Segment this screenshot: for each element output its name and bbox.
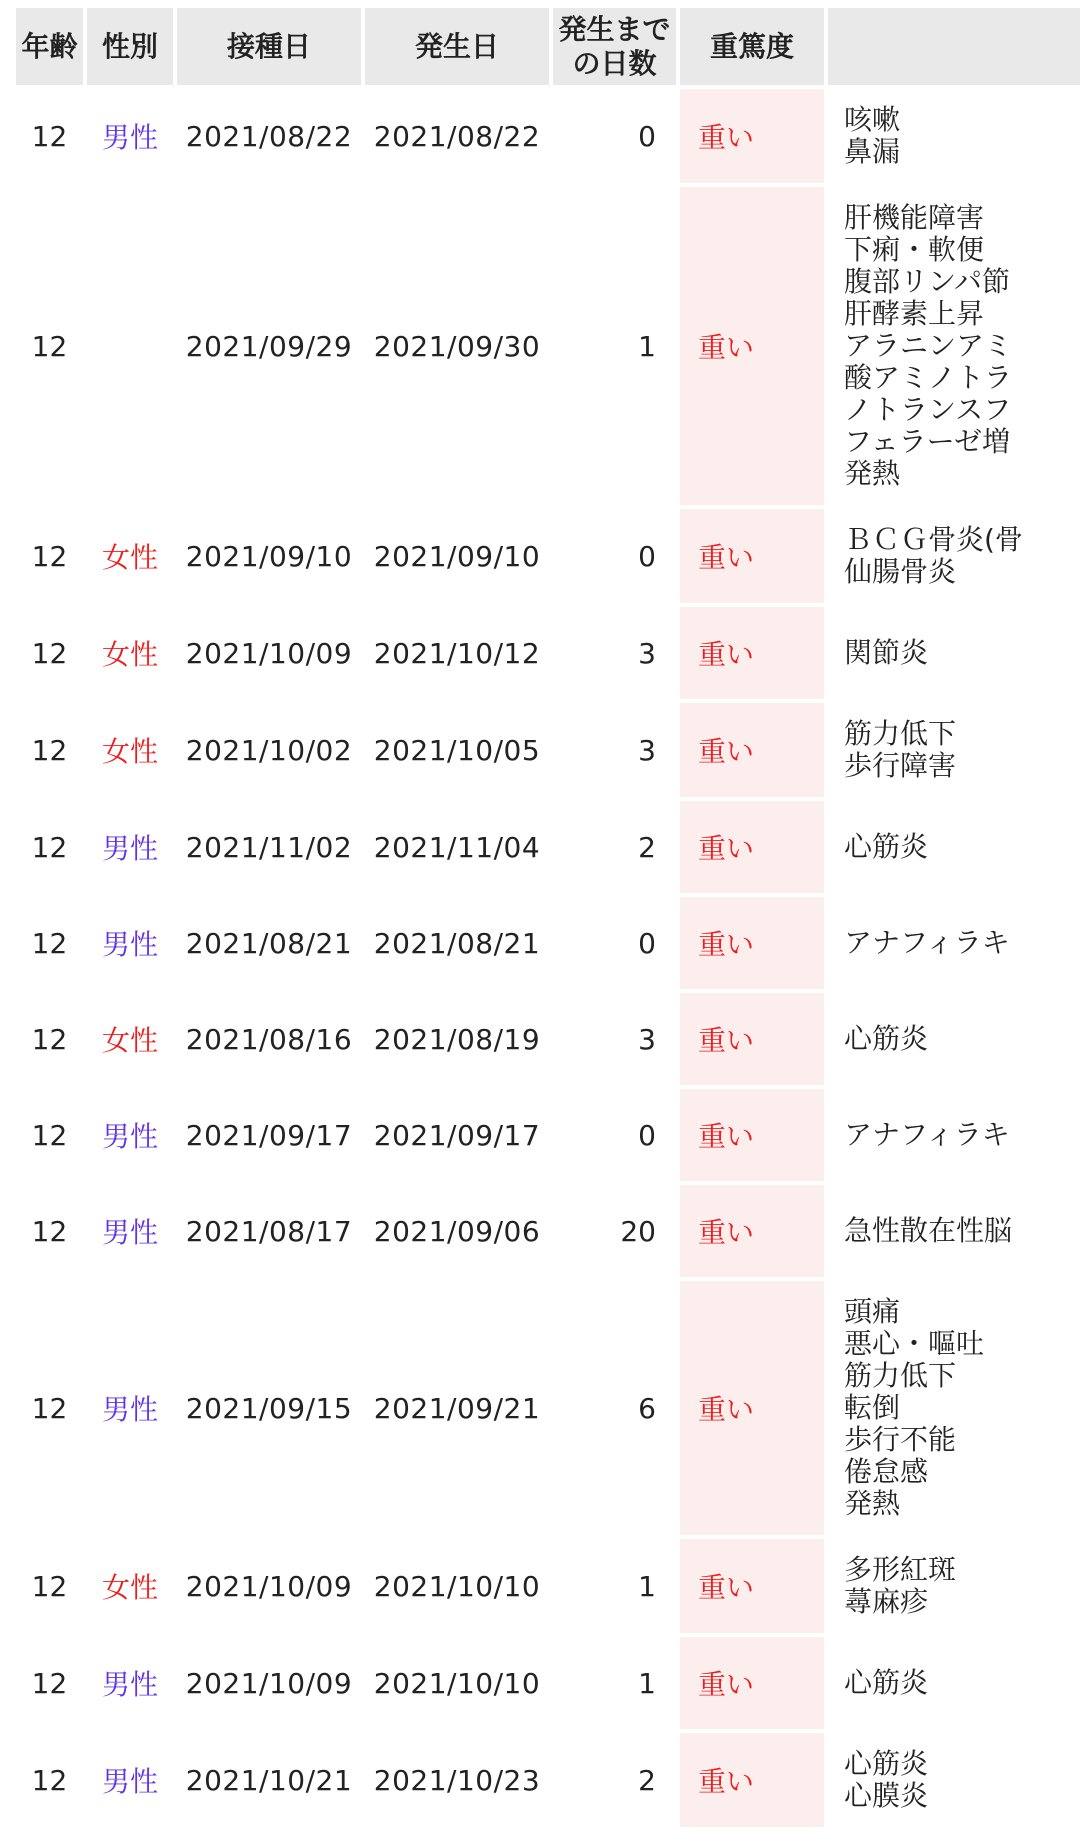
symptom-item: 多形紅斑	[844, 1553, 957, 1586]
sex-cell: 男性	[87, 89, 173, 183]
header-vaccination-date[interactable]: 接種日	[177, 8, 361, 85]
vaccination-date-cell: 2021/09/10	[177, 509, 361, 603]
severity-cell: 重い	[680, 897, 824, 989]
age-cell: 12	[16, 1539, 83, 1633]
symptom-item: 歩行不能	[844, 1423, 957, 1456]
vaccination-date-cell: 2021/11/02	[177, 801, 361, 893]
symptoms-cell	[828, 1089, 1080, 1181]
table-row[interactable]	[16, 607, 1080, 699]
age-cell: 12	[16, 89, 83, 183]
age-cell: 12	[16, 801, 83, 893]
symptoms-cell	[828, 1281, 1080, 1535]
table-row[interactable]	[16, 1089, 1080, 1181]
symptom-item: 悪心・嘔吐	[844, 1327, 985, 1360]
severity-cell: 重い	[680, 607, 824, 699]
severity-cell: 重い	[680, 1637, 824, 1729]
symptoms-cell	[828, 993, 1080, 1085]
table-row[interactable]	[16, 897, 1080, 989]
header-sex[interactable]: 性別	[87, 8, 173, 85]
onset-date-cell: 2021/09/17	[365, 1089, 549, 1181]
symptom-item: 転倒	[844, 1391, 901, 1424]
symptom-item: 鼻漏	[844, 135, 901, 168]
age-cell: 12	[16, 509, 83, 603]
symptom-item: 心筋炎	[844, 830, 929, 863]
symptom-item: 発熱	[844, 457, 901, 490]
symptoms-cell	[828, 509, 1080, 603]
severity-cell: 重い	[680, 1281, 824, 1535]
onset-date-cell: 2021/08/19	[365, 993, 549, 1085]
sex-cell: 女性	[87, 993, 173, 1085]
vaccination-date-cell: 2021/08/16	[177, 993, 361, 1085]
sex-cell: 女性	[87, 607, 173, 699]
table-row[interactable]	[16, 1281, 1080, 1535]
symptom-item: 発熱	[844, 1487, 901, 1520]
onset-date-cell: 2021/09/30	[365, 187, 549, 505]
table-row[interactable]	[16, 1637, 1080, 1729]
symptom-item: 肝酵素上昇	[844, 297, 985, 330]
age-cell: 12	[16, 1185, 83, 1277]
table-header-row	[16, 8, 1080, 85]
onset-date-cell: 2021/10/10	[365, 1539, 549, 1633]
sex-cell: 男性	[87, 1185, 173, 1277]
vaccination-date-cell: 2021/09/15	[177, 1281, 361, 1535]
table-row[interactable]	[16, 187, 1080, 505]
sex-cell: 女性	[87, 703, 173, 797]
severity-cell: 重い	[680, 1185, 824, 1277]
symptom-item: 急性散在性脳	[844, 1214, 1013, 1247]
severity-cell: 重い	[680, 1089, 824, 1181]
symptom-item: アラニンアミ	[844, 329, 1013, 362]
header-days-line1: 発生まで	[558, 12, 671, 46]
severity-cell: 重い	[680, 1539, 824, 1633]
severity-cell: 重い	[680, 1733, 824, 1827]
sex-cell: 女性	[87, 1539, 173, 1633]
days-to-onset-cell: 1	[553, 1637, 676, 1729]
onset-date-cell: 2021/08/21	[365, 897, 549, 989]
severity-cell: 重い	[680, 993, 824, 1085]
vaccination-date-cell: 2021/10/09	[177, 607, 361, 699]
days-to-onset-cell: 3	[553, 607, 676, 699]
sex-cell: 男性	[87, 1281, 173, 1535]
days-to-onset-cell: 0	[553, 509, 676, 603]
symptom-item: 心筋炎	[844, 1022, 929, 1055]
age-cell: 12	[16, 1637, 83, 1729]
symptom-item: ノトランスフ	[844, 393, 1012, 426]
symptom-item: 腹部リンパ節	[844, 265, 1011, 298]
severity-cell: 重い	[680, 703, 824, 797]
table-row[interactable]	[16, 509, 1080, 603]
header-onset-date[interactable]: 発生日	[365, 8, 549, 85]
symptoms-cell	[828, 1539, 1080, 1633]
header-days-to-onset[interactable]	[553, 8, 676, 85]
onset-date-cell: 2021/09/21	[365, 1281, 549, 1535]
symptom-item: アナフィラキ	[844, 1118, 1010, 1151]
severity-cell: 重い	[680, 89, 824, 183]
sex-cell: 男性	[87, 1637, 173, 1729]
table-row[interactable]	[16, 801, 1080, 893]
sex-cell: 男性	[87, 1089, 173, 1181]
vaccination-date-cell: 2021/10/09	[177, 1539, 361, 1633]
age-cell: 12	[16, 703, 83, 797]
vaccination-date-cell: 2021/10/09	[177, 1637, 361, 1729]
severity-cell: 重い	[680, 801, 824, 893]
symptom-item: 頭痛	[844, 1295, 901, 1328]
symptoms-cell	[828, 89, 1080, 183]
onset-date-cell: 2021/09/06	[365, 1185, 549, 1277]
symptom-item: ＢＣＧ骨炎(骨	[844, 523, 1023, 556]
symptoms-cell	[828, 607, 1080, 699]
symptom-item: 蕁麻疹	[844, 1585, 929, 1618]
symptom-item: フェラーゼ増	[844, 425, 1011, 458]
severity-cell: 重い	[680, 187, 824, 505]
onset-date-cell: 2021/10/05	[365, 703, 549, 797]
adverse-event-table	[16, 8, 1080, 1831]
days-to-onset-cell: 2	[553, 801, 676, 893]
days-to-onset-cell: 20	[553, 1185, 676, 1277]
symptom-item: 関節炎	[844, 636, 929, 669]
days-to-onset-cell: 0	[553, 1089, 676, 1181]
symptom-item: 肝機能障害	[844, 201, 985, 234]
days-to-onset-cell: 0	[553, 897, 676, 989]
age-cell: 12	[16, 187, 83, 505]
symptoms-cell	[828, 897, 1080, 989]
symptom-item: 心筋炎	[844, 1666, 929, 1699]
symptoms-cell	[828, 1637, 1080, 1729]
symptom-item: 歩行障害	[844, 749, 957, 782]
vaccination-date-cell: 2021/09/17	[177, 1089, 361, 1181]
days-to-onset-cell: 0	[553, 89, 676, 183]
onset-date-cell: 2021/11/04	[365, 801, 549, 893]
vaccination-date-cell: 2021/09/29	[177, 187, 361, 505]
header-days-line2: の日数	[572, 46, 657, 80]
adverse-event-table-container	[16, 8, 1080, 1831]
symptom-item: 倦怠感	[844, 1455, 929, 1488]
onset-date-cell: 2021/08/22	[365, 89, 549, 183]
sex-cell: 男性	[87, 1733, 173, 1827]
age-cell: 12	[16, 607, 83, 699]
sex-cell: 男性	[87, 801, 173, 893]
onset-date-cell: 2021/09/10	[365, 509, 549, 603]
header-age[interactable]: 年齢	[16, 8, 83, 85]
table-row[interactable]	[16, 1539, 1080, 1633]
vaccination-date-cell: 2021/10/02	[177, 703, 361, 797]
age-cell: 12	[16, 897, 83, 989]
header-symptoms[interactable]	[828, 8, 1080, 85]
symptom-item: 筋力低下	[844, 717, 957, 750]
sex-cell: 女性	[87, 509, 173, 603]
table-row[interactable]	[16, 1185, 1080, 1277]
onset-date-cell: 2021/10/23	[365, 1733, 549, 1827]
symptom-item: 仙腸骨炎	[844, 555, 957, 588]
symptoms-cell	[828, 703, 1080, 797]
age-cell: 12	[16, 1733, 83, 1827]
table-row[interactable]	[16, 703, 1080, 797]
severity-cell: 重い	[680, 509, 824, 603]
symptoms-cell	[828, 187, 1080, 505]
age-cell: 12	[16, 1089, 83, 1181]
onset-date-cell: 2021/10/10	[365, 1637, 549, 1729]
days-to-onset-cell: 3	[553, 993, 676, 1085]
symptoms-cell	[828, 801, 1080, 893]
sex-cell: 男性	[87, 897, 173, 989]
table-row[interactable]	[16, 1733, 1080, 1827]
symptom-item: アナフィラキ	[844, 926, 1010, 959]
vaccination-date-cell: 2021/08/22	[177, 89, 361, 183]
vaccination-date-cell: 2021/08/21	[177, 897, 361, 989]
table-row[interactable]	[16, 89, 1080, 183]
sex-cell	[87, 187, 173, 505]
age-cell: 12	[16, 993, 83, 1085]
symptom-item: 下痢・軟便	[844, 233, 985, 266]
vaccination-date-cell: 2021/10/21	[177, 1733, 361, 1827]
symptom-item: 酸アミノトラ	[844, 361, 1013, 394]
symptoms-cell	[828, 1733, 1080, 1827]
symptom-item: 咳嗽	[844, 103, 901, 136]
days-to-onset-cell: 1	[553, 1539, 676, 1633]
days-to-onset-cell: 6	[553, 1281, 676, 1535]
days-to-onset-cell: 1	[553, 187, 676, 505]
age-cell: 12	[16, 1281, 83, 1535]
days-to-onset-cell: 3	[553, 703, 676, 797]
onset-date-cell: 2021/10/12	[365, 607, 549, 699]
symptom-item: 心筋炎	[844, 1747, 929, 1780]
symptoms-cell	[828, 1185, 1080, 1277]
symptom-item: 心膜炎	[844, 1779, 929, 1812]
vaccination-date-cell: 2021/08/17	[177, 1185, 361, 1277]
symptom-item: 筋力低下	[844, 1359, 957, 1392]
days-to-onset-cell: 2	[553, 1733, 676, 1827]
table-row[interactable]	[16, 993, 1080, 1085]
header-severity[interactable]: 重篤度	[680, 8, 824, 85]
